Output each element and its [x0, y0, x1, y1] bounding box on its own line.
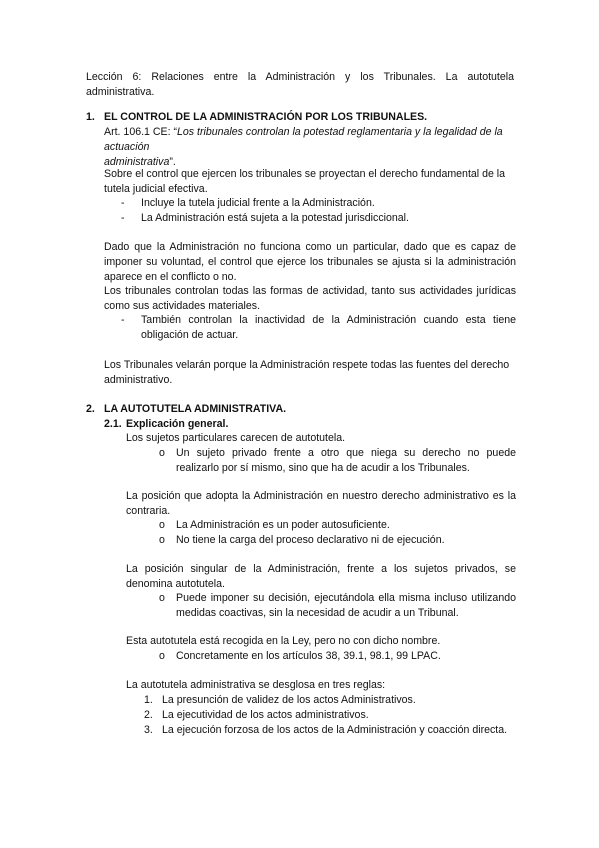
dash-bullet: -: [121, 314, 125, 326]
circle-bullet: o: [159, 447, 165, 459]
section-1-number: 1.: [86, 111, 95, 123]
rule-item-1: La presunción de validez de los actos Administrativos.: [162, 694, 416, 706]
circle-bullet: o: [159, 592, 165, 604]
lesson-title: Lección 6: Relaciones entre la Administración y los Tribunales. La autotutela administrativa.: [86, 71, 514, 98]
rule-item-2: La ejecutividad de los actos administrativos.: [162, 709, 369, 721]
section-1-paragraph-3: Los tribunales controlan todas las formas de actividad, tanto sus actividades jurídicas como sus actividades materiales.: [104, 285, 516, 312]
circle-bullet: o: [159, 534, 165, 546]
dash-bullet: -: [121, 197, 125, 209]
section-1-paragraph-1: Sobre el control que ejercen los tribunales se proyectan el derecho fundamental de la tutela judicial efectiva.: [104, 168, 506, 195]
circle-item-2: La Administración es un poder autosuficiente.: [176, 519, 390, 531]
section-1-paragraph-4: Los Tribunales velarán porque la Administración respete todas las fuentes del derecho administrativo.: [104, 359, 510, 386]
section-2-paragraph-4: Esta autotutela está recogida en la Ley, pero no con dicho nombre.: [126, 635, 441, 647]
section-2-paragraph-1: Los sujetos particulares carecen de autotutela.: [126, 432, 346, 444]
section-1-heading: EL CONTROL DE LA ADMINISTRACIÓN POR LOS TRIBUNALES.: [104, 111, 428, 123]
section-2-paragraph-5: La autotutela administrativa se desglosa en tres reglas:: [126, 679, 386, 691]
subsection-heading: Explicación general.: [126, 418, 229, 430]
subsection-number: 2.1.: [104, 418, 122, 430]
circle-item-4: Puede imponer su decisión, ejecutándola ella misma incluso utilizando medidas coactivas, sin la necesidad de acudir a un Tribunal.: [176, 592, 516, 619]
quote-suffix: ”.: [169, 156, 176, 168]
section-2-paragraph-2: La posición que adopta la Administración en nuestro derecho administrativo es la contraria.: [126, 490, 516, 517]
circle-bullet: o: [159, 650, 165, 662]
circle-bullet: o: [159, 519, 165, 531]
circle-item-1: Un sujeto privado frente a otro que niega su derecho no puede realizarlo por sí mismo, sino que ha de acudir a los Tribunales.: [176, 447, 516, 474]
section-1-paragraph-2: Dado que la Administración no funciona como un particular, dado que es capaz de imponer su voluntad, el control que ejerce los tribunales se ajusta si la administración aparece en el conflicto o no.: [104, 241, 516, 283]
quote-paragraph: [104, 125, 524, 170]
circle-item-5: Concretamente en los artículos 38, 39.1, 98.1, 99 LPAC.: [176, 650, 441, 662]
rule-number: 3.: [144, 724, 153, 736]
quote-line-1: Los tribunales controlan la potestad reglamentaria y la legalidad de la actuación: [104, 126, 503, 153]
circle-item-3: No tiene la carga del proceso declarativo ni de ejecución.: [176, 534, 445, 546]
rule-number: 2.: [144, 709, 153, 721]
section-2-paragraph-3: La posición singular de la Administración, frente a los sujetos privados, se denomina autotutela.: [126, 563, 516, 590]
dash-item-1: Incluye la tutela judicial frente a la Administración.: [141, 197, 375, 209]
section-2-number: 2.: [86, 403, 95, 415]
rule-item-3: La ejecución forzosa de los actos de la Administración y coacción directa.: [162, 724, 508, 736]
dash-bullet: -: [121, 212, 125, 224]
section-2-heading: LA AUTOTUTELA ADMINISTRATIVA.: [104, 403, 287, 415]
dash-item-3: También controlan la inactividad de la Administración cuando esta tiene obligación de actuar.: [141, 314, 516, 341]
quote-prefix: Art. 106.1 CE: “: [104, 126, 178, 138]
rule-number: 1.: [144, 694, 153, 706]
dash-item-2: La Administración está sujeta a la potestad jurisdiccional.: [141, 212, 409, 224]
quote-line-2: administrativa: [104, 156, 170, 168]
